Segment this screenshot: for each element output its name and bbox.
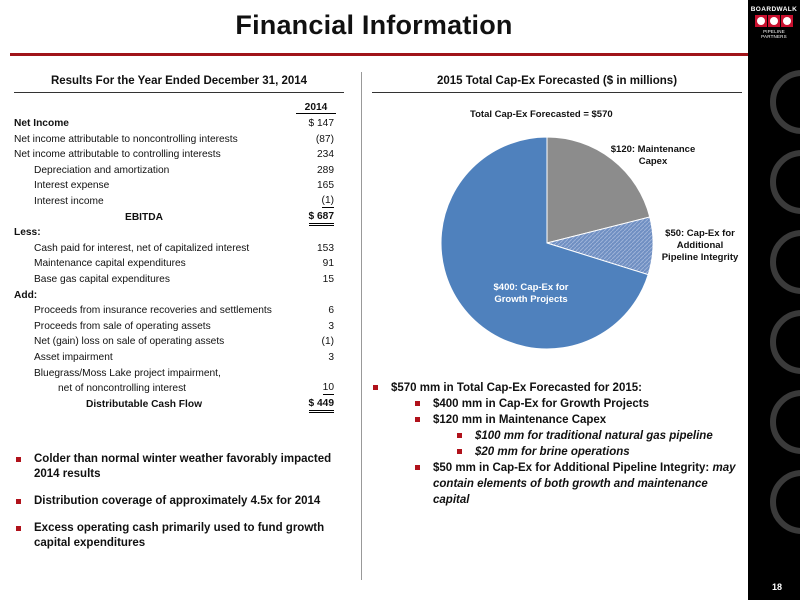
results-heading-rule bbox=[14, 92, 344, 93]
slice-label-growth: $400: Cap-Ex for Growth Projects bbox=[493, 282, 569, 305]
column-divider bbox=[361, 72, 362, 580]
table-row: Base gas capital expenditures 15 bbox=[34, 273, 334, 285]
bullet-item: $400 mm in Cap-Ex for Growth Projects bbox=[371, 396, 741, 412]
financial-table bbox=[14, 100, 344, 412]
table-row: Interest expense 165 bbox=[34, 180, 334, 192]
bullet-item: $20 mm for brine operations bbox=[371, 444, 741, 460]
slice-label-maintenance: $120: Maintenance Capex bbox=[610, 144, 696, 167]
table-row: Interest income (1) bbox=[34, 194, 334, 207]
bullet-item: Excess operating cash primarily used to fund growth capital expenditures bbox=[14, 521, 344, 551]
table-row: Less: bbox=[14, 227, 41, 239]
bullet-item: $100 mm for traditional natural gas pipeline bbox=[371, 428, 741, 444]
table-row: Maintenance capital expenditures 91 bbox=[34, 258, 334, 270]
chart-heading-rule bbox=[372, 92, 742, 93]
bullet-item: Colder than normal winter weather favorably impacted 2014 results bbox=[14, 452, 344, 482]
table-row: Net (gain) loss on sale of operating assets (1) bbox=[34, 336, 334, 348]
results-heading: Results For the Year Ended December 31, 2014 bbox=[50, 75, 308, 87]
table-row-dcf: Distributable Cash Flow $ 449 bbox=[14, 397, 344, 413]
logo-brand-text: BOARDWALK bbox=[750, 6, 798, 13]
year-header: 2014 bbox=[296, 102, 336, 114]
logo-sub-text: PIPELINE PARTNERS bbox=[761, 29, 787, 39]
table-row: Cash paid for interest, net of capitalized interest 153 bbox=[34, 242, 334, 254]
boardwalk-logo bbox=[750, 4, 798, 48]
bullet-item: $50 mm in Cap-Ex for Additional Pipeline Integrity: may contain elements of both growth and maintenance capital bbox=[371, 460, 741, 508]
table-row: Proceeds from sale of operating assets 3 bbox=[34, 320, 334, 332]
chart-subtitle: Total Cap-Ex Forecasted = $570 bbox=[470, 109, 613, 120]
logo-boxes bbox=[750, 15, 798, 27]
year-header-row bbox=[14, 100, 344, 116]
table-row: Depreciation and amortization 289 bbox=[34, 164, 334, 176]
left-bullets bbox=[14, 452, 344, 563]
table-row: Net income attributable to noncontrolling interests (87) bbox=[14, 133, 334, 145]
bullet-item: $570 mm in Total Cap-Ex Forecasted for 2015: bbox=[371, 380, 741, 396]
right-bullets bbox=[371, 380, 741, 508]
table-row: Net Income $ 147 bbox=[14, 118, 334, 129]
table-row: Asset impairment 3 bbox=[34, 351, 334, 363]
slide-title: Financial Information bbox=[235, 10, 513, 40]
page-number: 18 bbox=[772, 582, 783, 592]
slice-label-integrity: $50: Cap-Ex for Additional Pipeline Integrity bbox=[661, 228, 739, 263]
table-row: net of noncontrolling interest 10 bbox=[58, 382, 334, 395]
table-row-ebitda: EBITDA $ 687 bbox=[14, 210, 344, 226]
table-row: Net income attributable to controlling interests 234 bbox=[14, 149, 334, 161]
chart-heading: 2015 Total Cap-Ex Forecasted ($ in millions) bbox=[436, 75, 678, 87]
bullet-item: Distribution coverage of approximately 4.5x for 2014 bbox=[14, 494, 344, 509]
table-row: Bluegrass/Moss Lake project impairment, bbox=[34, 367, 221, 379]
title-underline bbox=[10, 53, 748, 56]
bullet-item: $120 mm in Maintenance Capex bbox=[371, 412, 741, 428]
table-row: Add: bbox=[14, 289, 38, 301]
table-row: Proceeds from insurance recoveries and settlements 6 bbox=[34, 305, 334, 317]
